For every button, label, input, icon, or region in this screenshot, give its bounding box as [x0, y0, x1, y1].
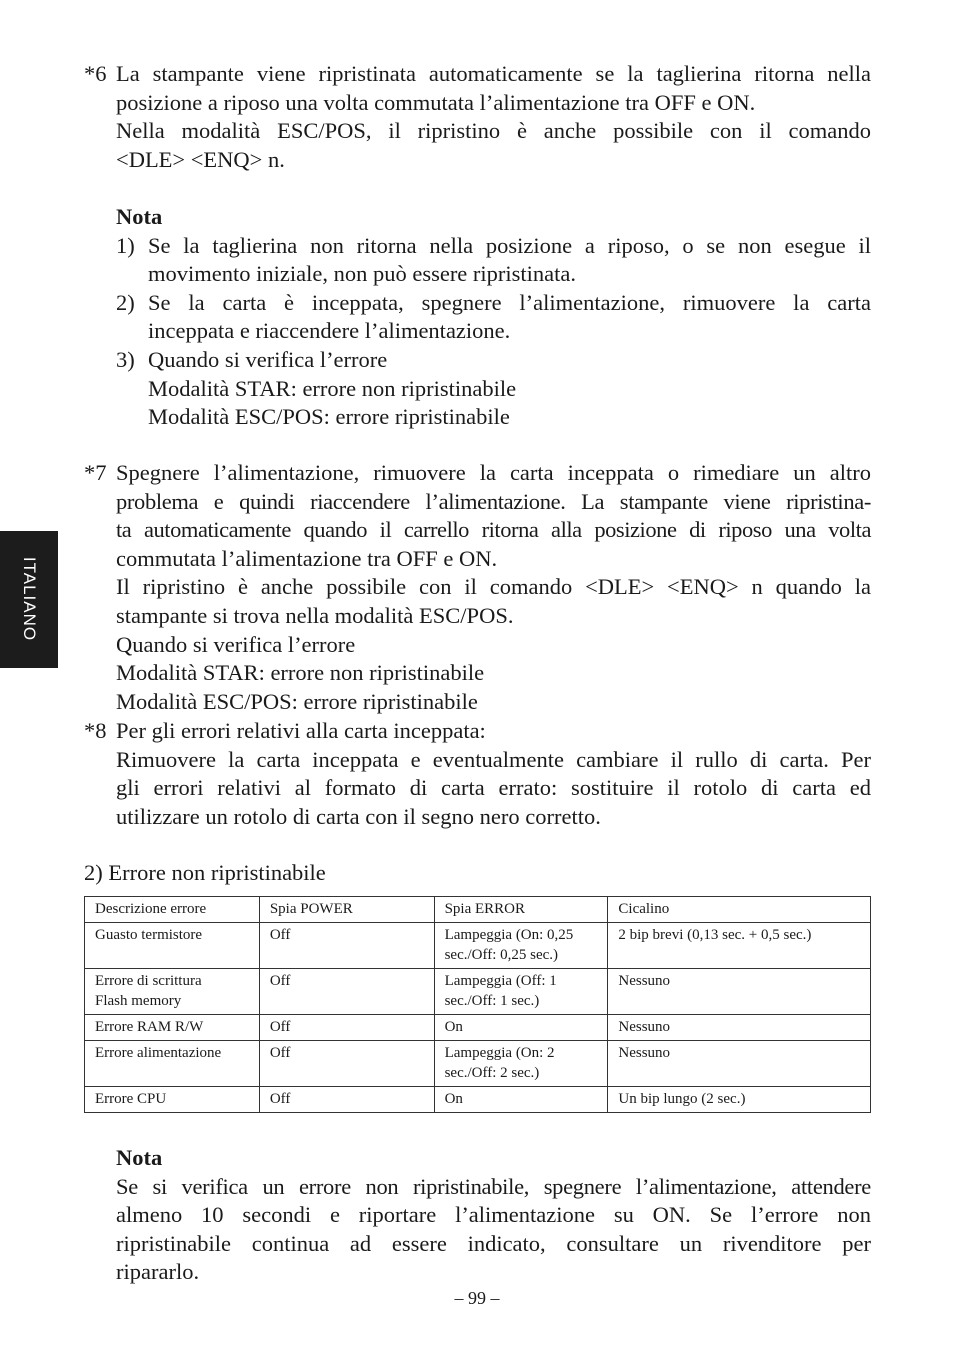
table-cell: On	[434, 1087, 608, 1113]
nota-heading: Nota	[116, 203, 163, 229]
text-line: Modalità STAR: errore non ripristinabile	[148, 375, 517, 401]
page-number: – 99 –	[454, 1288, 500, 1308]
table-cell: Off	[259, 1087, 434, 1113]
text-line: Modalità STAR: errore non ripristinabile	[116, 660, 485, 686]
header-cell: Spia POWER	[259, 897, 434, 923]
text-line: Rimuovere la carta inceppata e eventualmente cambiare il rullo di carta. Per	[116, 746, 871, 772]
header-cell: Spia ERROR	[434, 897, 608, 923]
section-heading: 2) Errore non ripristinabile	[84, 860, 326, 885]
text-line: utilizzare un rotolo di carta con il segno nero corretto.	[116, 803, 601, 829]
note-item-2	[116, 289, 871, 346]
table-row	[85, 923, 871, 969]
error-table	[84, 896, 871, 1113]
text-line: ripristinabile continua ad essere indicato, consultare un rivenditore per	[116, 1230, 871, 1256]
table-cell: Un bip lungo (2 sec.)	[608, 1087, 871, 1113]
footnote-marker: *7	[84, 460, 107, 485]
language-side-tab	[0, 531, 58, 668]
text-line: almeno 10 secondi e riportare l’alimentazione su ON. Se l’errore non	[116, 1202, 871, 1228]
text-line: La stampante viene ripristinata automaticamente se la taglierina ritorna nella	[116, 61, 871, 86]
table-header-row	[85, 897, 871, 923]
table-cell: Nessuno	[608, 1041, 871, 1087]
text-line: Quando si verifica l’errore	[148, 346, 388, 372]
text-line: Quando si verifica l’errore	[116, 631, 356, 657]
table-row	[85, 969, 871, 1015]
table-cell: Lampeggia (On: 2 sec./Off: 2 sec.)	[434, 1041, 608, 1087]
text-line: inceppata e riaccendere l’alimentazione.	[148, 318, 511, 344]
header-cell: Descrizione errore	[85, 897, 260, 923]
text-line: gli errori relativi al formato di carta errato: sostituire il rotolo di carta ed	[116, 775, 871, 801]
text-line: <DLE> <ENQ> n.	[116, 146, 285, 172]
text-line: Modalità ESC/POS: errore ripristinabile	[148, 404, 510, 430]
table-cell: Guasto termistore	[85, 923, 260, 969]
table-cell: Off	[259, 923, 434, 969]
note-number: 1)	[116, 232, 135, 258]
footnote-marker: *8	[84, 718, 107, 743]
table-cell: Errore CPU	[85, 1087, 260, 1113]
footnote-marker: *6	[84, 61, 107, 86]
text-line: Modalità ESC/POS: errore ripristinabile	[116, 688, 478, 714]
text-line: commutata l’alimentazione tra OFF e ON.	[116, 545, 498, 571]
table-cell: 2 bip brevi (0,13 sec. + 0,5 sec.)	[608, 923, 871, 969]
footnote-8	[84, 717, 871, 831]
text-line: Se si verifica un errore non ripristinabile, spegnere l’alimentazione, attendere	[116, 1173, 871, 1199]
language-tab-label: ITALIANO	[20, 556, 39, 642]
table-row	[85, 1015, 871, 1041]
nota-heading: Nota	[116, 1145, 163, 1170]
nota-block	[84, 1144, 871, 1287]
table-row	[85, 1041, 871, 1087]
text-line: Nella modalità ESC/POS, il ripristino è anche possibile con il comando	[116, 118, 871, 144]
table-cell: Nessuno	[608, 1015, 871, 1041]
table-cell: Lampeggia (Off: 1 sec./Off: 1 sec.)	[434, 969, 608, 1015]
table-cell: Nessuno	[608, 969, 871, 1015]
footnote-7	[84, 459, 871, 716]
note-number: 3)	[116, 346, 135, 372]
text-line: Per gli errori relativi alla carta inceppata:	[116, 718, 486, 743]
text-line: Spegnere l’alimentazione, rimuovere la carta inceppata o rimediare un altro	[116, 460, 871, 485]
text-line: posizione a riposo una volta commutata l’alimentazione tra OFF e ON.	[116, 89, 756, 115]
note-item-1	[116, 232, 871, 289]
text-line: Se la taglierina non ritorna nella posizione a riposo, o se non esegue il	[148, 232, 871, 258]
table-cell: On	[434, 1015, 608, 1041]
note-item-3	[116, 346, 871, 432]
text-line: problema e quindi riaccendere l’alimentazione. La stampante viene ripristina-	[116, 488, 871, 514]
table-cell: Off	[259, 969, 434, 1015]
footnote-6	[84, 60, 871, 432]
table-cell: Errore RAM R/W	[85, 1015, 260, 1041]
text-line: ta automaticamente quando il carrello ritorna alla posizione di riposo una volta	[116, 517, 871, 543]
table-cell: Errore alimentazione	[85, 1041, 260, 1087]
text-line: movimento iniziale, non può essere ripristinata.	[148, 261, 577, 287]
table-cell: Lampeggia (On: 0,25 sec./Off: 0,25 sec.)	[434, 923, 608, 969]
table-cell: Off	[259, 1041, 434, 1087]
text-line: Il ripristino è anche possibile con il comando <DLE> <ENQ> n quando la	[116, 574, 871, 600]
note-number: 2)	[116, 289, 135, 315]
table-row	[85, 1087, 871, 1113]
header-cell: Cicalino	[608, 897, 871, 923]
text-line: Se la carta è inceppata, spegnere l’alimentazione, rimuovere la carta	[148, 289, 871, 315]
text-line: stampante si trova nella modalità ESC/POS.	[116, 602, 514, 628]
text-line: ripararlo.	[116, 1259, 200, 1285]
table-cell: Off	[259, 1015, 434, 1041]
table-cell: Errore di scrittura Flash memory	[85, 969, 260, 1015]
